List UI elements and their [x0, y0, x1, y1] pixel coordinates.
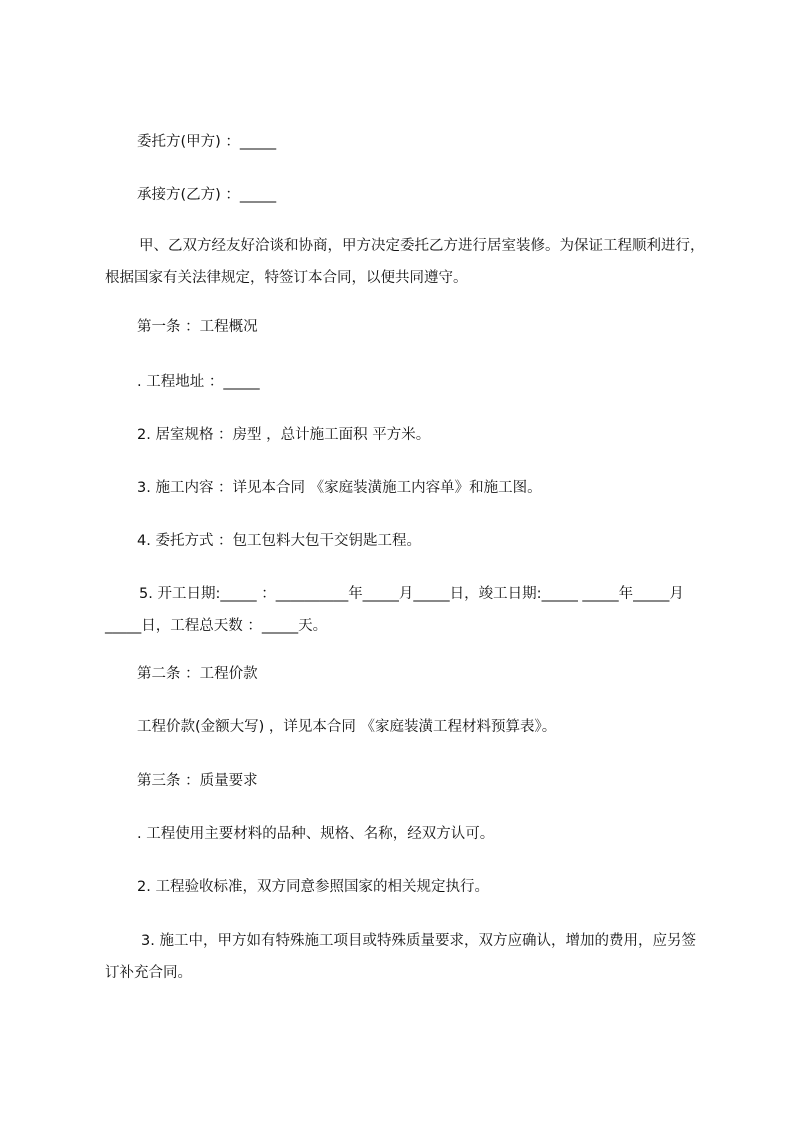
article1-item-5: 5. 开工日期:_____ ：__________年_____月_____日，竣工日期:_____ _____年_____月_____日，工程总天数 ：_____天。 [105, 586, 684, 634]
article1-item-4: 4. 委托方式 ：包工包料大包干交钥匙工程。 [137, 533, 422, 549]
article2-title: 第二条 ：工程价款 [137, 666, 258, 682]
article1-item-1: . 工程地址 ：_____ [137, 374, 260, 390]
article1-item-2: 2. 居室规格 ：房型 ，总计施工面积 平方米。 [137, 427, 431, 443]
article1-item-3: 3. 施工内容 ：详见本合同 《家庭装潢施工内容单》和施工图。 [137, 480, 542, 496]
article3-item-2: 2. 工程验收标准，双方同意参照国家的相关规定执行。 [137, 879, 489, 895]
preamble-paragraph: 甲、乙双方经友好洽谈和协商，甲方决定委托乙方进行居室装修。为保证工程顺利进行，根据国家有关法律规定，特签订本合同，以便共同遵守。 [105, 238, 705, 286]
contractor-line: 承接方(乙方) ：_____ [137, 187, 277, 203]
article3-title: 第三条 ：质量要求 [137, 773, 258, 789]
article1-title: 第一条 ：工程概况 [137, 319, 258, 335]
article3-item-1: . 工程使用主要材料的品种、规格、名称，经双方认可。 [137, 826, 495, 842]
article3-item-3: 3. 施工中，甲方如有特殊施工项目或特殊质量要求，双方应确认，增加的费用，应另签订补充合同。 [105, 933, 696, 981]
client-line: 委托方(甲方) ：_____ [137, 134, 277, 150]
article2-body: 工程价款(金额大写) ，详见本合同 《家庭装潢工程材料预算表》。 [137, 719, 557, 735]
